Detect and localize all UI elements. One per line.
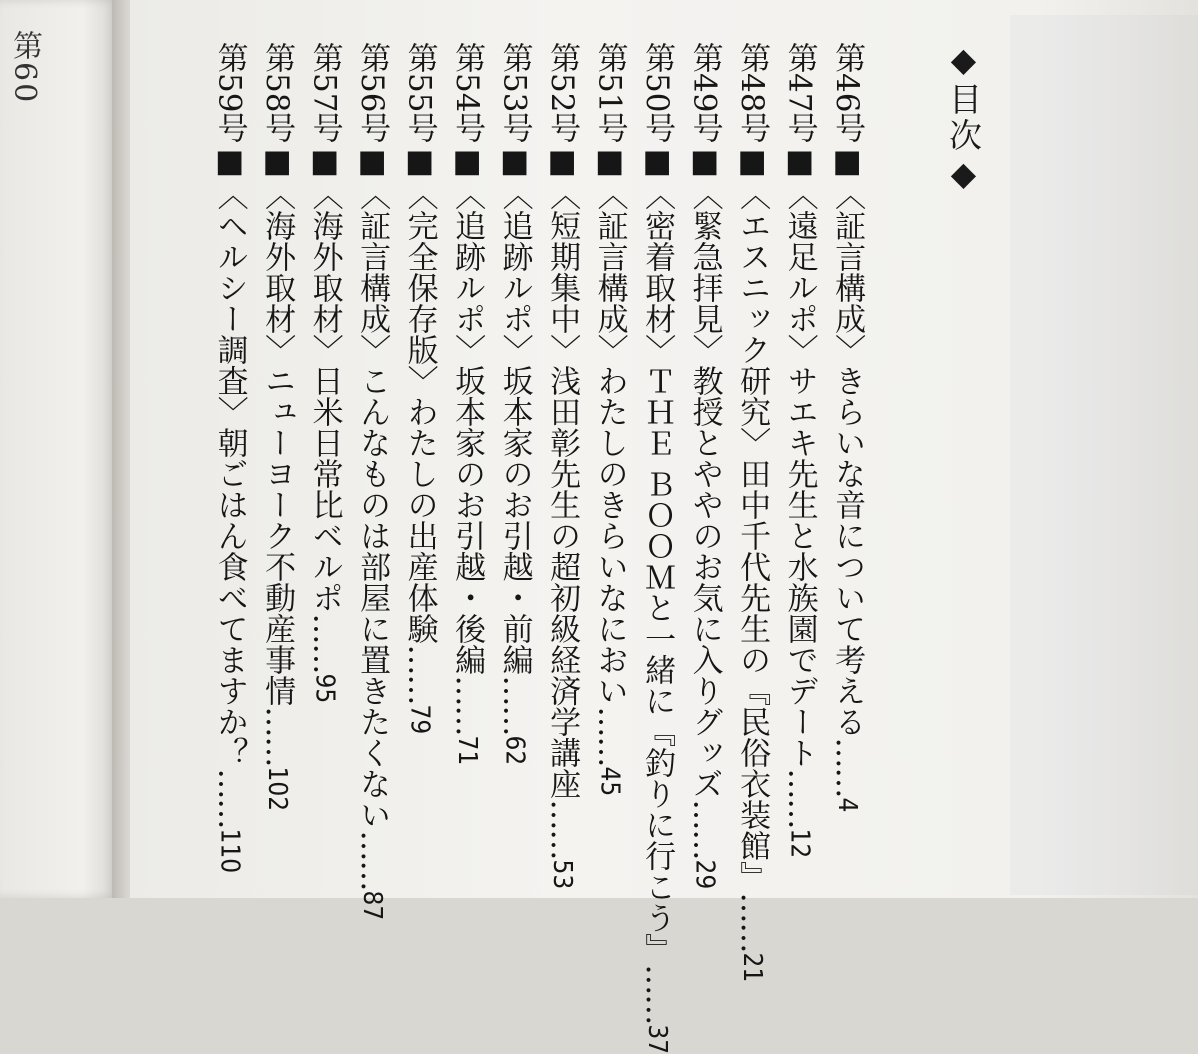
toc-entry (308, 42, 342, 703)
toc-entry (498, 42, 532, 765)
toc-entry (735, 42, 769, 982)
toc-entry-title: ■〈証言構成〉わたしのきらいなにおい (591, 143, 628, 707)
toc-entry-page: 62 (499, 735, 530, 766)
toc-entry-leader: …… (734, 892, 771, 953)
toc-entry-leader: …… (259, 706, 296, 767)
toc-entry-leader: …… (591, 706, 628, 767)
toc-entry-page: 79 (404, 704, 435, 735)
toc-entry-title: ■〈海外取材〉日米日常比ベルポ (306, 143, 343, 614)
toc-entry-issue: 第57号 (306, 42, 343, 144)
toc-entry-leader: …… (544, 799, 581, 860)
show-through-panel (1010, 15, 1198, 895)
toc-entry-page: 71 (452, 735, 483, 766)
toc-entry-leader: …… (306, 613, 343, 674)
toc-entry-page: 87 (357, 890, 388, 921)
toc-entry-page: 37 (642, 1024, 673, 1054)
toc-entry-title: ■〈短期集中〉浅田彰先生の超初級経済学講座 (544, 143, 581, 800)
toc-entry (355, 42, 389, 920)
toc-entry (783, 42, 817, 858)
toc-entry-leader: …… (686, 799, 723, 860)
left-page-text-fragment: 第60 (7, 30, 42, 105)
toc-entry-page: 53 (547, 859, 578, 890)
toc-entry-page: 45 (594, 766, 625, 797)
toc-entry-page: 102 (262, 766, 293, 812)
toc-entry-page: 12 (784, 828, 815, 859)
toc-entry-leader: …… (496, 675, 533, 736)
toc-entry (403, 42, 437, 734)
toc-entry-page: 29 (689, 859, 720, 890)
toc-entry (545, 42, 579, 889)
toc-entry (593, 42, 627, 796)
toc-entry-leader: …… (829, 737, 866, 798)
toc-entry-leader: …… (401, 644, 438, 705)
toc-entry-issue: 第55号 (401, 42, 438, 144)
toc-entry-title: ■〈証言構成〉こんなものは部屋に置きたくない (354, 143, 391, 831)
toc-entry-leader: …… (354, 830, 391, 891)
toc-entry-page: 21 (737, 952, 768, 983)
toc-entry-issue: 第46号 (829, 42, 866, 144)
toc-entry-title: ■〈証言構成〉きらいな音について考える (829, 143, 866, 738)
toc-entry-leader: …… (781, 768, 818, 829)
toc-entry-issue: 第48号 (734, 42, 771, 144)
toc-entry-page: 95 (309, 673, 340, 704)
toc-entry-title: ■〈密着取材〉ＴＨＥ ＢＯＯＭと一緒に『釣りに行こう』 (639, 143, 676, 965)
toc-entry-title: ■〈エスニック研究〉田中千代先生の『民俗衣装館』 (734, 143, 771, 893)
toc-entry (260, 42, 294, 811)
toc-entry (213, 42, 247, 873)
toc-entry-issue: 第54号 (449, 42, 486, 144)
toc-heading: ◆目次◆ (944, 40, 983, 196)
toc-entry-issue: 第50号 (639, 42, 676, 144)
toc-entry-issue: 第53号 (496, 42, 533, 144)
toc-entry (830, 42, 864, 812)
toc-entry-issue: 第51号 (591, 42, 628, 144)
toc-entry-page: 110 (214, 828, 245, 874)
toc-entry-title: ■〈完全保存版〉わたしの出産体験 (401, 143, 438, 645)
toc-entry (688, 42, 722, 889)
toc-entry-issue: 第49号 (686, 42, 723, 144)
toc-entry-title: ■〈追跡ルポ〉坂本家のお引越・後編 (449, 143, 486, 676)
toc-entry (450, 42, 484, 765)
toc-entry-leader: …… (449, 675, 486, 736)
toc-entry-title: ■〈海外取材〉ニューヨーク不動産事情 (259, 143, 296, 707)
toc-entry-issue: 第52号 (544, 42, 581, 144)
toc-entry-leader: …… (211, 768, 248, 829)
left-page (0, 0, 118, 898)
toc-entry-page: 4 (832, 797, 863, 813)
toc-entry-title: ■〈ヘルシー調査〉朝ごはん食べてますか？ (211, 143, 248, 769)
toc-entry-issue: 第58号 (259, 42, 296, 144)
toc-entry-title: ■〈遠足ルポ〉サエキ先生と水族園でデート (781, 143, 818, 769)
toc-entry-issue: 第47号 (781, 42, 818, 144)
toc-entry-issue: 第56号 (354, 42, 391, 144)
toc-entry-issue: 第59号 (211, 42, 248, 144)
toc-entry (640, 42, 674, 1054)
toc-entry-leader: …… (639, 964, 676, 1025)
toc-entry-title: ■〈緊急拝見〉教授とややのお気に入りグッズ (686, 143, 723, 800)
toc-entry-title: ■〈追跡ルポ〉坂本家のお引越・前編 (496, 143, 533, 676)
